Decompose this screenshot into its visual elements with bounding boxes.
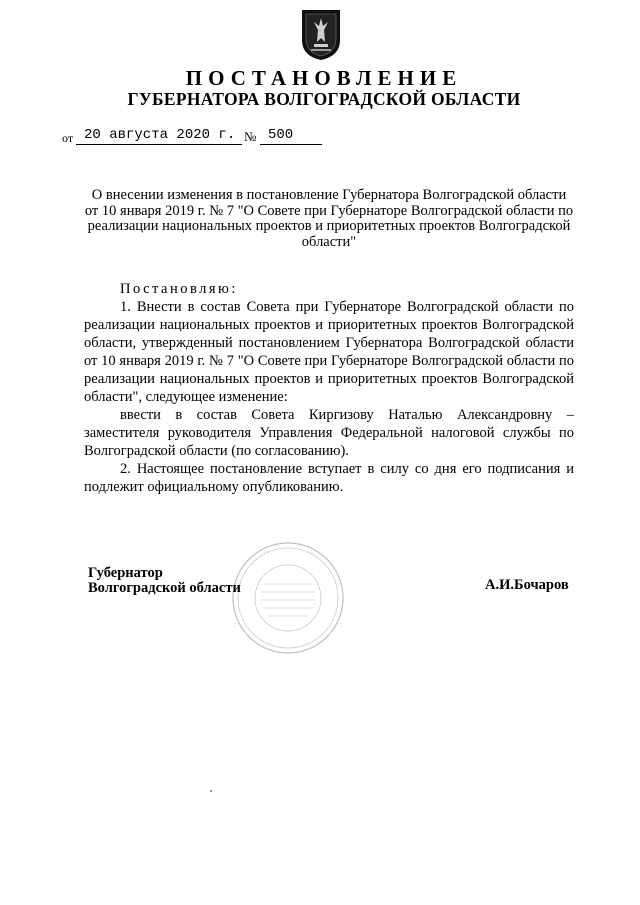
signatory-position	[88, 566, 241, 596]
decree-word: Постановляю:	[120, 281, 238, 297]
from-label: от	[62, 131, 74, 145]
signatory-name: А.И.Бочаров	[485, 577, 569, 593]
paragraph-2: 2. Настоящее постановление вступает в силу со дня его подписания и подлежит официальному опубликованию.	[84, 461, 574, 495]
document-body	[84, 280, 574, 496]
official-stamp	[230, 540, 346, 656]
scan-speck	[210, 790, 212, 792]
document-title: ПОСТАНОВЛЕНИЕ	[185, 66, 463, 90]
number-sign: №	[244, 129, 257, 144]
document-number: 500	[268, 127, 294, 143]
date-underline	[76, 144, 242, 145]
signatory-position-line1: Губернатор	[88, 565, 163, 581]
signatory-position-line2: Волгоградской области	[88, 580, 241, 596]
document-subtitle: ГУБЕРНАТОРА ВОЛГОГРАДСКОЙ ОБЛАСТИ	[127, 89, 521, 109]
paragraph-1-item: ввести в состав Совета Киргизову Наталью Александровну – заместителя руководителя Управления Федеральной налоговой службы по Волгоградской области (по согласованию).	[84, 407, 574, 459]
paragraph-1: 1. Внести в состав Совета при Губернаторе Волгоградской области по реализации национальных проектов и приоритетных проектов Волгоградской области, утвержденный постановлением Губернатора Волгоградской области от 10 января 2019 г. № 7 "О Совете при Губернаторе Волгоградской области по реализации национальных проектов и приоритетных проектов Волгоградской области", следующее изменение:	[84, 299, 574, 405]
number-underline	[260, 144, 322, 145]
document-subject: О внесении изменения в постановление Губернатора Волгоградской области от 10 января 2019 г. № 7 "О Совете при Губернаторе Волгоградской области по реализации национальных проектов и приоритетных проектов Волгоградской области"	[84, 187, 574, 250]
document-date: 20 августа 2020 г.	[84, 127, 236, 143]
coat-of-arms-emblem	[300, 8, 342, 62]
